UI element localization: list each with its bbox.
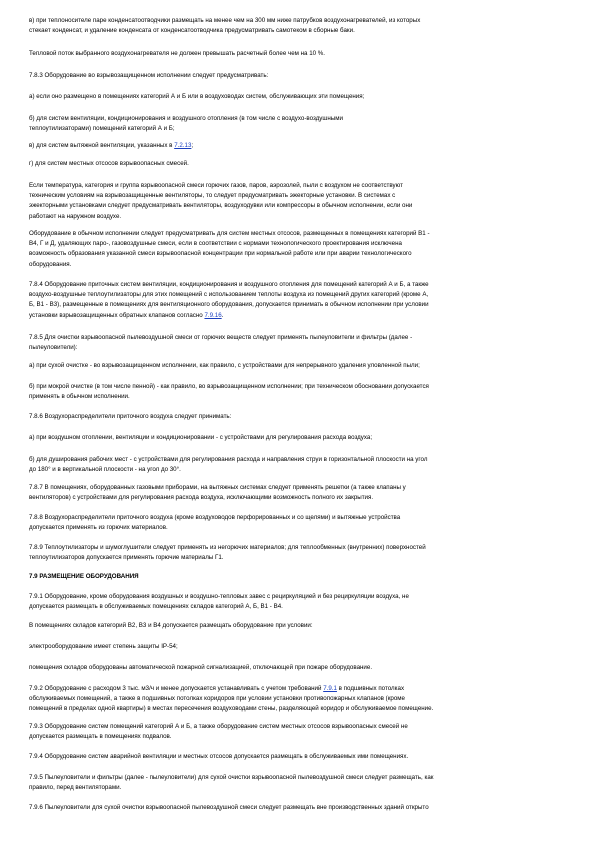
text-line: а) если оно размещено в помещениях категорий А и Б или в воздуховодах систем, обслуживающих эти помещения; xyxy=(29,93,365,100)
paragraph-7-8-8 xyxy=(29,513,575,533)
text-line: г) для систем местных отсосов взрывоопасных смесей. xyxy=(29,160,189,167)
text-line: 7.8.7 В помещениях, оборудованных газовыми приборами, на вытяжных системах следует применять решетки (а также клапаны у xyxy=(29,484,406,491)
text-span: 7.9.2 Оборудование с расходом 3 тыс. м3/ч и менее допускается устанавливать с учетом требований xyxy=(29,685,324,692)
link-7-2-13[interactable]: 7.2.13 xyxy=(174,142,192,149)
text-line: 7.9.4 Оборудование систем аварийной вентиляции и местных отсосов допускается размещать в обслуживаемых ими помещениях. xyxy=(29,753,409,760)
text-line: помещений в пределах одной квартиры) в местах пересечения воздуховодами стены, разделяющей коридор и обслуживаемое помещение. xyxy=(29,705,434,713)
paragraph-ordinary-equipment xyxy=(29,229,575,270)
text-line: В4, Г и Д, удаляющих паро-, газовоздушные смеси, если в соответствии с нормами технологического проектирования исключена xyxy=(29,240,402,248)
text-span: установки взрывозащищенных обратных клапанов согласно xyxy=(29,311,205,319)
paragraph-7-8-2-v xyxy=(29,16,575,36)
paragraph-7-8-3-b xyxy=(29,114,575,134)
text-line: Б, В1 - В3), размещенные в помещениях для вентиляционного оборудования, допускается принимать в обычном исполнении при условии xyxy=(29,301,429,309)
text-line: в) при теплоносителе паре конденсатоотводчики размещать на менее чем на 300 мм ниже патрубков воздухонагревателей, из которых xyxy=(29,17,421,24)
paragraph-7-8-6-b xyxy=(29,455,575,475)
text-span: . xyxy=(221,311,224,319)
paragraph-7-8-3-g xyxy=(29,159,575,169)
paragraph-7-8-3-a xyxy=(29,92,575,102)
text-line: допускается размещать в помещениях подвалов. xyxy=(29,733,172,741)
text-line: теплоутилизаторов допускается применять горючие материалы Г1. xyxy=(29,554,224,562)
text-line: допускается размещать в обслуживаемых помещениях складов категорий А, Б, В1 - В4. xyxy=(29,603,283,611)
text-line: воздухо-воздушные теплоутилизаторы для этих помещений с использованием теплоты воздуха из помещений других категорий (кроме А, xyxy=(29,291,429,299)
paragraph-7-9-1 xyxy=(29,592,575,612)
text-line: 7.8.8 Воздухораспределители приточного воздуха (кроме воздуховодов перфорированных и со щелями) и вытяжные устройства xyxy=(29,514,401,521)
text-span: ; xyxy=(191,142,194,149)
paragraph-heat-flow xyxy=(29,49,575,59)
text-line: 7.8.3 Оборудование во взрывозащищенном исполнении следует предусматривать: xyxy=(29,72,269,79)
section-heading: 7.9 РАЗМЕЩЕНИЕ ОБОРУДОВАНИЯ xyxy=(29,573,139,580)
text-line xyxy=(29,311,575,321)
paragraph-7-9-6 xyxy=(29,803,575,813)
text-line: пылеуловители): xyxy=(29,344,78,352)
text-line: б) для душирования рабочих мест - с устройствами для регулирования расхода и направления струи в горизонтальной плоскости на угол xyxy=(29,456,428,463)
text-line: В помещениях складов категорий В2, В3 и В4 допускается размещать оборудование при условии: xyxy=(29,622,313,629)
text-line: 7.8.4 Оборудование приточных систем вентиляции, кондиционирования и воздушного отопления для помещений категорий А и Б, а также xyxy=(29,281,429,288)
text-span: в подшивных потолках xyxy=(336,685,405,692)
text-line: Оборудование в обычном исполнении следует предусматривать для систем местных отсосов, размещенных в помещениях категорий В1 - xyxy=(29,230,430,237)
paragraph-7-8-9 xyxy=(29,543,575,563)
paragraph-7-8-5 xyxy=(29,333,575,353)
text-line: до 180° и в вертикальной плоскости - на угол до 30°. xyxy=(29,466,181,474)
paragraph-7-9-2 xyxy=(29,684,575,715)
text-line: Если температура, категория и группа взрывоопасной смеси горючих газов, паров, аэрозолей, пыли с воздухом не соответствуют xyxy=(29,182,403,189)
text-line: вентиляторов) с устройствами для регулирования расхода воздуха, исключающими возможность полного их закрытия. xyxy=(29,494,374,502)
text-line: б) при мокрой очистке (в том числе пенной) - как правило, во взрывозащищенном исполнении; при техническом обосновании допускается xyxy=(29,383,429,390)
paragraph-7-8-4 xyxy=(29,280,575,321)
paragraph-fire-alarm xyxy=(29,663,575,673)
text-line: 7.8.9 Теплоутилизаторы и шумоглушители следует применять из негорючих материалов; для теплообменных (внутренних) поверхностей xyxy=(29,544,426,551)
text-line: техническим условиям на взрывозащищенные вентиляторы, то следует предусматривать эжекторные установки. В системах с xyxy=(29,192,396,200)
text-line: Тепловой поток выбранного воздухонагревателя не должен превышать расчетный более чем на 10 %. xyxy=(29,50,326,57)
text-span: в) для систем вытяжной вентиляции, указанных в xyxy=(29,142,175,149)
text-line: а) при сухой очистке - во взрывозащищенном исполнении, как правило, с устройствами для непрерывного удаления уловленной пыли; xyxy=(29,362,420,369)
paragraph-7-9-3 xyxy=(29,722,575,742)
text-line: а) при воздушном отоплении, вентиляции и кондиционировании - с устройствами для регулирования расхода воздуха; xyxy=(29,434,373,441)
text-line: допускается применять из горючих материалов. xyxy=(29,524,168,532)
paragraph-7-8-5-b xyxy=(29,382,575,402)
paragraph-7-8-6 xyxy=(29,412,575,422)
text-line: эжекторными установками следует предусматривать вентиляторы, воздуходувки или компрессоры в обычном исполнении, если они xyxy=(29,202,413,210)
paragraph-warehouse-conditions xyxy=(29,621,575,631)
text-line: применять в обычном исполнении. xyxy=(29,393,130,401)
paragraph-7-8-3-v xyxy=(29,141,575,151)
text-line: возможность образования указанной смеси взрывоопасной концентрации при нормальной работе или при аварии технологического xyxy=(29,250,412,258)
section-heading-7-9 xyxy=(29,572,575,582)
text-line: обслуживаемых помещений, а также в подшивных потолках коридоров при условии установки противопожарных клапанов (кроме xyxy=(29,695,405,703)
text-line: б) для систем вентиляции, кондиционирования и воздушного отопления (в том числе с воздухо-воздушными xyxy=(29,115,343,122)
text-line: правило, перед вентиляторами. xyxy=(29,784,122,792)
link-7-9-16[interactable]: 7.9.16 xyxy=(204,311,222,319)
text-line: работают на наружном воздухе. xyxy=(29,212,122,220)
text-line: оборудования. xyxy=(29,260,72,268)
text-line: 7.9.3 Оборудование систем помещений категорий А и Б, а также оборудование систем местных отсосов взрывоопасных смесей не xyxy=(29,723,408,730)
link-7-9-1[interactable]: 7.9.1 xyxy=(323,685,337,692)
text-line: электрооборудование имеет степень защиты IP-54; xyxy=(29,643,178,650)
text-line: стекает конденсат, и удаление конденсата от конденсатоотводчика предусматривать самотеком в сборные баки. xyxy=(29,27,355,35)
paragraph-7-9-4 xyxy=(29,752,575,762)
text-line: 7.8.5 Для очистки взрывоопасной пылевоздушной смеси от горючих веществ следует применять пылеуловители и фильтры (далее - xyxy=(29,334,413,341)
paragraph-ip54 xyxy=(29,642,575,652)
paragraph-7-8-3 xyxy=(29,71,575,81)
text-line xyxy=(29,684,575,694)
paragraph-7-8-7 xyxy=(29,483,575,503)
text-line: 7.9.1 Оборудование, кроме оборудования воздушных и воздушно-тепловых завес с рециркуляцией и без рециркуляции воздуха, не xyxy=(29,593,409,600)
paragraph-7-8-5-a xyxy=(29,361,575,371)
text-line: помещения складов оборудованы автоматической пожарной сигнализацией, отключающей при пожаре оборудование. xyxy=(29,664,373,671)
text-line: теплоутилизаторами) помещений категорий А и Б; xyxy=(29,125,175,133)
text-line: 7.8.6 Воздухораспределители приточного воздуха следует принимать: xyxy=(29,413,232,420)
text-line xyxy=(29,141,575,151)
paragraph-7-8-6-a xyxy=(29,433,575,443)
paragraph-ejector xyxy=(29,181,575,222)
text-line: 7.9.6 Пылеуловители для сухой очистки взрывоопасной пылевоздушной смеси следует размещать вне производственных зданий открыто xyxy=(29,804,429,811)
text-line: 7.9.5 Пылеуловители и фильтры (далее - пылеуловители) для сухой очистки взрывоопасной пылевоздушной смеси следует размещать, как xyxy=(29,774,434,781)
paragraph-7-9-5 xyxy=(29,773,575,793)
